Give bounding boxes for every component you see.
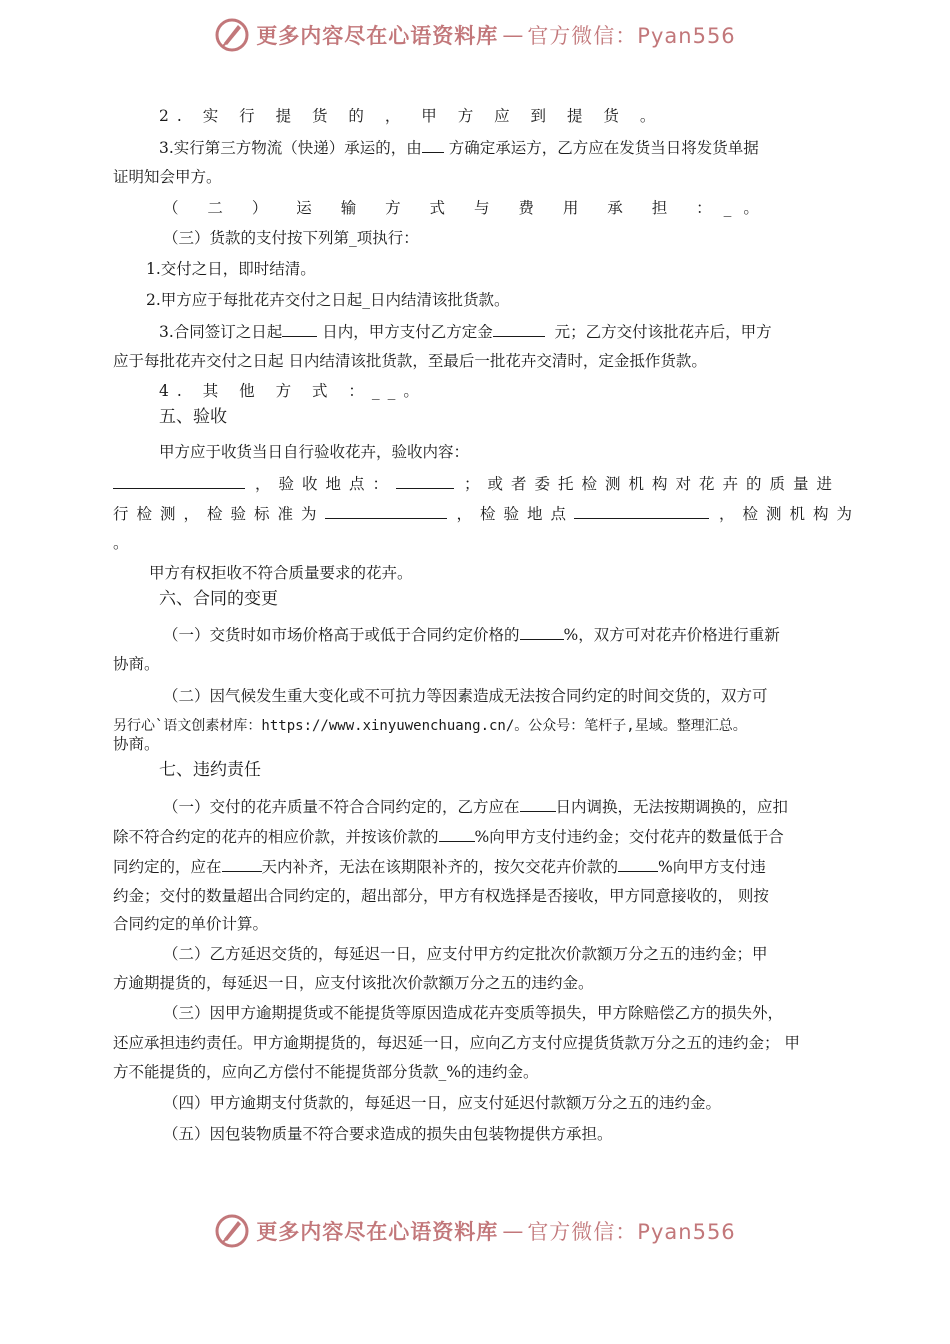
blank-field (493, 321, 545, 337)
blank-field (396, 473, 454, 489)
text-line: （二）乙方延迟交货的，每延迟一日，应支付甲方约定批次价款额万分之五的违约金；甲 (163, 945, 768, 963)
text-line: 应于每批花卉交付之日起 日内结清该批货款，至最后一批花卉交清时，定金抵作货款。 (113, 352, 707, 370)
blank-field (422, 137, 444, 153)
banner-separator: — (502, 23, 524, 47)
blank-field (222, 856, 262, 872)
text-line: 1.交付之日，即时结清。 (146, 260, 316, 278)
text-line: （一）交货时如市场价格高于或低于合同约定价格的 %，双方可对花卉价格进行重新 (163, 626, 780, 644)
section-heading: 六、合同的变更 (159, 589, 278, 609)
footer-watermark-banner (0, 1206, 950, 1256)
promo-line: 另行心`语文创素材库：https://www.xinyuwenchuang.cn/。公众号：笔杆子,星域。整理汇总。 (113, 718, 747, 734)
text-line: （三）因甲方逾期提货或不能提货等原因造成花卉变质等损失，甲方除赔偿乙方的损失外， (163, 1004, 784, 1022)
blank-field (282, 321, 317, 337)
text-line: （五）因包装物质量不符合要求造成的损失由包装物提供方承担。 (163, 1125, 613, 1143)
text-line: 证明知会甲方。 (113, 168, 222, 186)
text-line: 3.实行第三方物流（快递）承运的，由 方确定承运方，乙方应在发货当日将发货单据 (159, 139, 759, 157)
quill-logo-icon (214, 1213, 250, 1249)
text-line: 甲方有权拒收不符合质量要求的花卉。 (149, 564, 413, 582)
text-line: 协商。 (113, 655, 160, 673)
blank-field (520, 796, 556, 812)
text-line: （二）因气候发生重大变化或不可抗力等因素造成无法按合同约定的时间交货的，双方可 (163, 687, 768, 705)
banner-title: 更多内容尽在心语资料库 (256, 24, 499, 48)
blank-field (325, 503, 447, 519)
text-line: 方不能提货的，应向乙方偿付不能提货部分货款_%的违约金。 (113, 1063, 539, 1081)
text-line: （ 二 ） 运 输 方 式 与 费 用 承 担 ：_。 (163, 199, 771, 217)
text-line: （三）货款的支付按下列第_项执行： (163, 229, 419, 247)
section-heading: 五、验收 (159, 407, 227, 427)
text-line: 约金；交付的数量超出合同约定的，超出部分，甲方有权选择是否接收，甲方同意接收的， 则按 (113, 887, 769, 905)
text-line: 方逾期提货的，每延迟一日，应支付该批次价款额万分之五的违约金。 (113, 974, 594, 992)
text-line: 3.合同签订之日起 日内，甲方支付乙方定金 元；乙方交付该批花卉后，甲方 (159, 323, 772, 341)
blank-field (113, 473, 245, 489)
header-watermark-banner (0, 10, 950, 60)
blank-field (520, 624, 564, 640)
section-heading: 七、违约责任 (159, 760, 261, 780)
text-line: （四）甲方逾期支付货款的，每延迟一日，应支付延迟付款额万分之五的违约金。 (163, 1094, 722, 1112)
banner-separator: — (502, 1219, 524, 1243)
blank-field (574, 503, 709, 519)
text-line: 行检测，检验标准为 ，检验地点 ，检测机构为 (113, 505, 861, 523)
banner-wechat: 官方微信：Pyan556 (527, 1220, 736, 1244)
text-line: ，验收地点： ；或者委托检测机构对花卉的质量进 (113, 473, 855, 494)
text-line: 2.甲方应于每批花卉交付之日起_日内结清该批货款。 (146, 291, 510, 309)
text-line: 2. 实 行 提 货 的 ， 甲 方 应 到 提 货 。 (159, 107, 664, 125)
quill-logo-icon (214, 17, 250, 53)
text-line: 协商。 (113, 735, 160, 753)
banner-title: 更多内容尽在心语资料库 (256, 1220, 499, 1244)
text-line: 。 (113, 534, 129, 552)
text-line: 甲方应于收货当日自行验收花卉，验收内容： (159, 443, 470, 461)
text-line: 除不符合约定的花卉的相应价款，并按该价款的 %向甲方支付违约金；交付花卉的数量低于合 (113, 828, 784, 846)
banner-wechat: 官方微信：Pyan556 (527, 24, 736, 48)
blank-field (439, 826, 475, 842)
text-line: 4. 其 他 方 式 ：__。 (159, 382, 427, 400)
text-line: 合同约定的单价计算。 (113, 915, 269, 933)
text-line: （一）交付的花卉质量不符合合同约定的，乙方应在 日内调换，无法按期调换的，应扣 (163, 798, 789, 816)
blank-field (618, 856, 658, 872)
text-line: 还应承担违约责任。甲方逾期提货的，每迟延一日，应向乙方支付应提货货款万分之五的违约金； 甲 (113, 1034, 800, 1052)
text-line: 同约定的，应在 天内补齐，无法在该期限补齐的，按欠交花卉价款的 %向甲方支付违 (113, 858, 766, 876)
